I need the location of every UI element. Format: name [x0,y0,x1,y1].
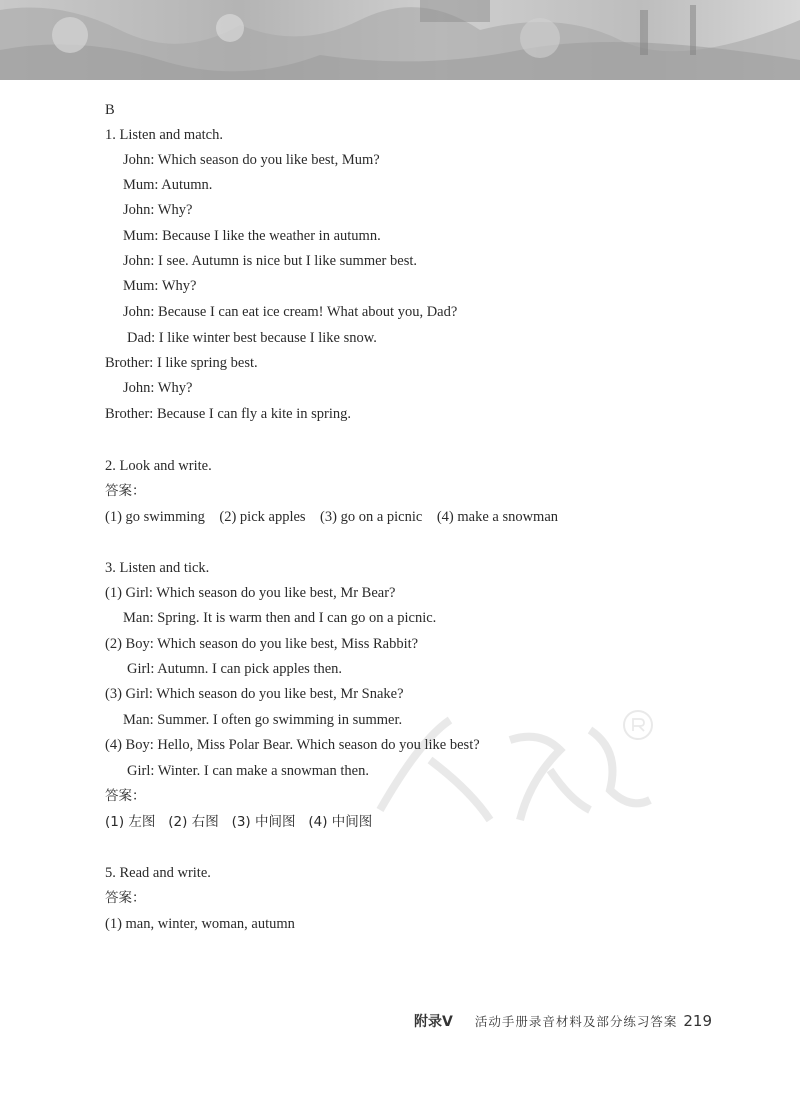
publisher-watermark-logo [360,700,660,840]
dialogue-line: John: I see. Autumn is nice but I like summer best. [123,253,417,269]
answer-label: 答案： [105,483,146,499]
dialogue-line: Mum: Why? [123,278,197,294]
appendix-description: 活动手册录音材料及部分练习答案 [474,1014,678,1029]
exercise-2-title: 2. Look and write. [105,458,212,474]
page-number: 219 [683,1012,712,1030]
header-banner-image [0,0,800,80]
dialogue-line: Brother: I like spring best. [105,355,258,371]
dialogue-line: Man: Spring. It is warm then and I can go on a picnic. [123,610,437,626]
answer-text: (1) 左图 (2) 右图 (3) 中间图 (4) 中间图 [105,814,373,830]
answer-text: (1) man, winter, woman, autumn [105,916,295,932]
answer-label: 答案： [105,788,146,804]
exercise-3-title: 3. Listen and tick. [105,560,210,576]
answer-text: (1) go swimming (2) pick apples (3) go on a picnic (4) make a snowman [105,509,559,525]
dialogue-line: Girl: Autumn. I can pick apples then. [127,661,343,677]
dialogue-line: John: Why? [123,380,193,396]
appendix-label: 附录V [414,1014,453,1030]
dialogue-line: (4) Boy: Hello, Miss Polar Bear. Which season do you like best? [105,737,480,753]
page-footer [414,1011,712,1031]
dialogue-line: John: Which season do you like best, Mum? [123,152,380,168]
exercise-5-title: 5. Read and write. [105,865,211,881]
dialogue-line: Man: Summer. I often go swimming in summer. [123,712,403,728]
banner-illustration [0,0,800,80]
dialogue-line: John: Because I can eat ice cream! What about you, Dad? [123,304,458,320]
dialogue-line: (2) Boy: Which season do you like best, Miss Rabbit? [105,636,419,652]
dialogue-line: (1) Girl: Which season do you like best, Mr Bear? [105,585,396,601]
dialogue-line: Mum: Because I like the weather in autumn. [123,228,381,244]
answer-label: 答案： [105,890,146,906]
dialogue-line: Mum: Autumn. [123,177,213,193]
dialogue-line: Brother: Because I can fly a kite in spring. [105,406,352,422]
dialogue-line: Dad: I like winter best because I like snow. [127,330,377,346]
dialogue-line: John: Why? [123,202,193,218]
exercise-1-title: 1. Listen and match. [105,127,223,143]
dialogue-line: Girl: Winter. I can make a snowman then. [127,763,369,779]
section-label: B [105,102,115,118]
dialogue-line: (3) Girl: Which season do you like best, Mr Snake? [105,686,404,702]
